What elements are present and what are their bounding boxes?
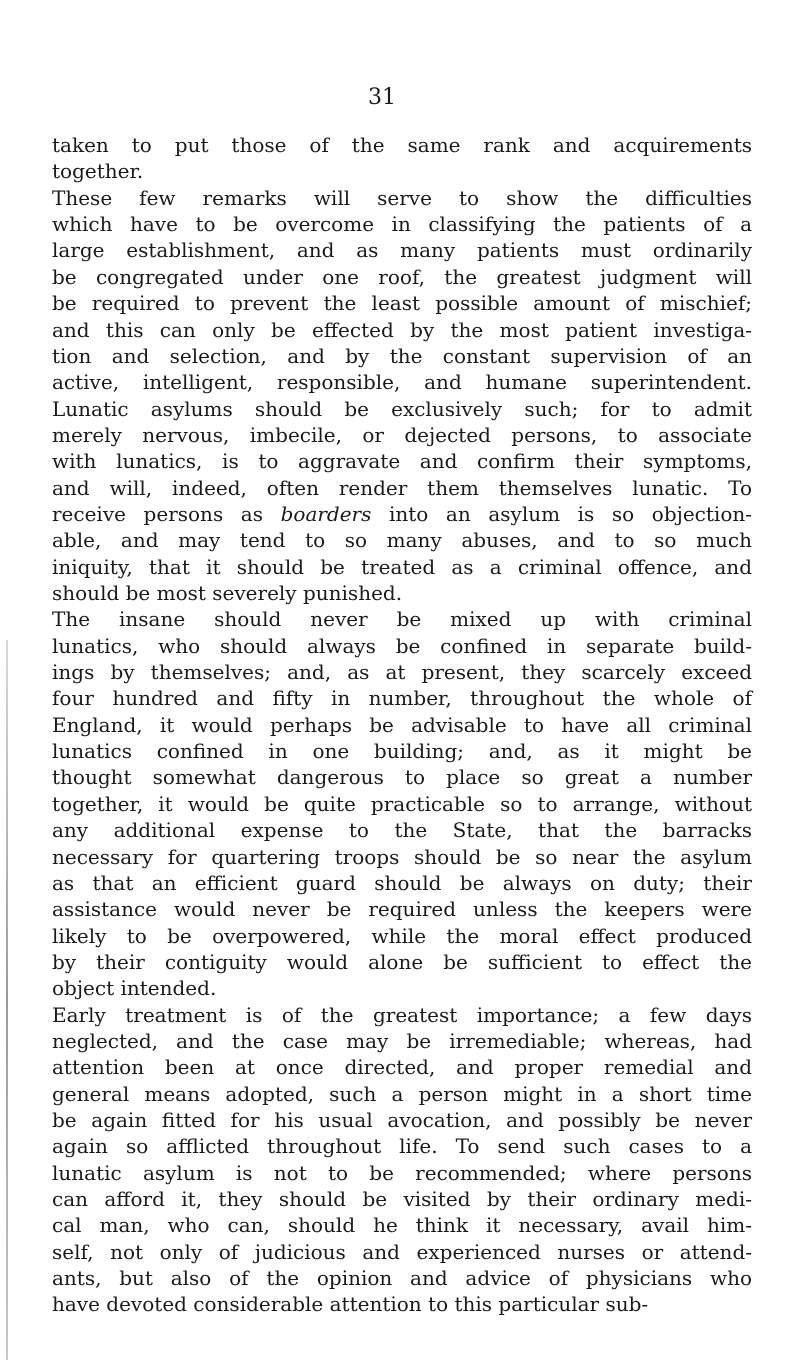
text-line: neglected, and the case may be irremediable; whereas, had <box>52 1028 752 1053</box>
text-line: with lunatics, is to aggravate and confirm their symptoms, <box>52 449 752 474</box>
text-line: Early treatment is of the greatest importance; a few days <box>52 1002 752 1027</box>
text-line: and will, indeed, often render them themselves lunatic. To <box>52 475 752 500</box>
text-line: and this can only be effected by the most patient investiga- <box>52 317 752 342</box>
text-line: ings by themselves; and, as at present, they scarcely exceed <box>52 660 752 684</box>
text-line: can afford it, they should be visited by their ordinary medi- <box>52 1187 752 1211</box>
text-line: lunatics, who should always be confined in separate build- <box>52 633 752 658</box>
text-line: general means adopted, such a person might in a short time <box>52 1081 752 1106</box>
text-line: cal man, who can, should he think it necessary, avail him- <box>52 1213 752 1238</box>
text-line: four hundred and fifty in number, throughout the whole of <box>52 686 752 711</box>
text-line: any additional expense to the State, that the barracks <box>52 818 752 843</box>
italic-word: boarders <box>280 501 372 526</box>
text-line: assistance would never be required unless the keepers were <box>52 897 752 922</box>
text-line: be again fitted for his usual avocation, and possibly be never <box>52 1108 752 1132</box>
text-line: iniquity, that it should be treated as a criminal offence, and <box>52 554 752 579</box>
text-line: England, it would perhaps be advisable to have all criminal <box>52 712 752 737</box>
text-line: self, not only of judicious and experienced nurses or attend- <box>52 1239 752 1264</box>
text-line: by their contiguity would alone be sufficient to effect the <box>52 949 752 974</box>
text-line: be congregated under one roof, the greatest judgment will <box>52 264 752 289</box>
text-line: object intended. <box>52 976 217 1001</box>
text-line: Lunatic asylums should be exclusively such; for to admit <box>52 396 752 421</box>
text-line: active, intelligent, responsible, and humane superintendent. <box>52 370 752 395</box>
text-line: necessary for quartering troops should be so near the asylum <box>52 844 752 869</box>
text-line: lunatic asylum is not to be recommended; where persons <box>52 1160 752 1185</box>
text-line: lunatics confined in one building; and, as it might be <box>52 739 752 764</box>
text-line: receive persons as boarders into an asylum is so objection- <box>52 501 753 526</box>
text-line: as that an efficient guard should be always on duty; their <box>52 870 752 895</box>
text-line: taken to put those of the same rank and acquirements <box>52 133 752 157</box>
text-line: likely to be overpowered, while the moral effect produced <box>52 923 752 948</box>
text-line: together, it would be quite practicable so to arrange, without <box>52 791 752 816</box>
text-line: attention been at once directed, and proper remedial and <box>52 1055 752 1080</box>
text-line: have devoted considerable attention to this particular sub- <box>52 1292 649 1317</box>
text-line: These few remarks will serve to show the difficulties <box>52 185 752 210</box>
text-line: which have to be overcome in classifying the patients of a <box>52 212 752 237</box>
text-line: tion and selection, and by the constant supervision of an <box>52 343 752 368</box>
text-line: The insane should never be mixed up with criminal <box>52 607 752 632</box>
page-number: 31 <box>368 85 396 110</box>
text-line: again so afflicted throughout life. To send such cases to a <box>52 1134 752 1159</box>
text-line: ants, but also of the opinion and advice of physicians who <box>52 1266 752 1290</box>
text-line: together. <box>52 159 144 184</box>
text-line: merely nervous, imbecile, or dejected persons, to associate <box>52 422 752 447</box>
text-line: be required to prevent the least possible amount of mischief; <box>52 291 752 316</box>
text-line: thought somewhat dangerous to place so great a number <box>52 765 752 790</box>
text-line: large establishment, and as many patients must ordinarily <box>52 238 752 263</box>
scan-edge-shadow <box>6 640 8 1360</box>
text-line: should be most severely punished. <box>52 581 403 605</box>
text-line: able, and may tend to so many abuses, and to so much <box>52 528 752 553</box>
